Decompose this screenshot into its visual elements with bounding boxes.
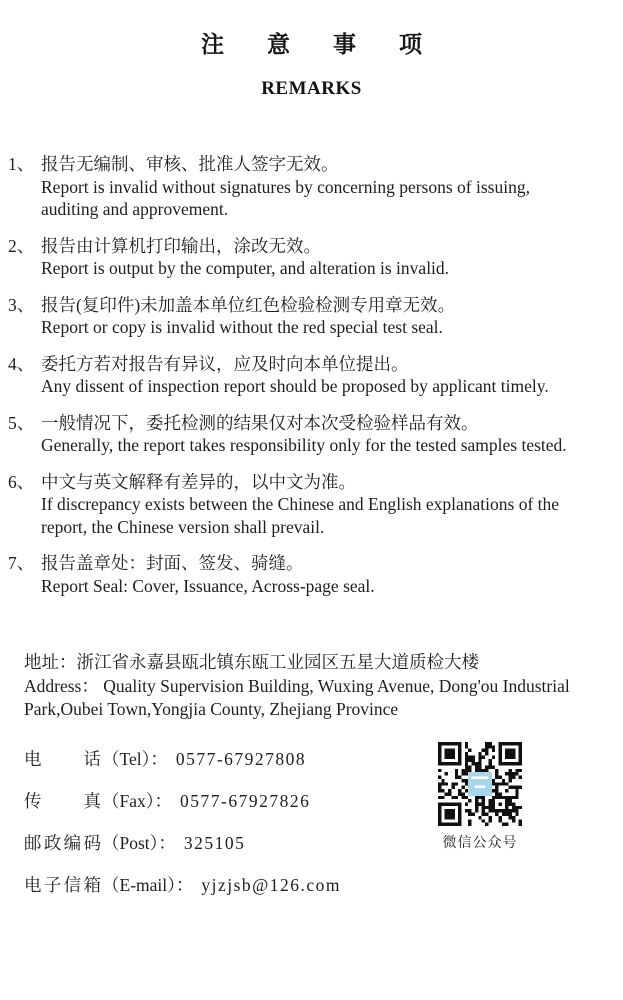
- item-text-chinese: 报告盖章处：封面、签发、骑缝。: [41, 553, 304, 573]
- contact-list: [24, 748, 437, 916]
- remark-item-1: [8, 153, 585, 221]
- contact-label-english: （Tel）：: [102, 748, 168, 769]
- contact-row-email: [24, 874, 437, 896]
- item-content: [41, 353, 585, 398]
- contact-label-chinese: 传真: [24, 790, 101, 811]
- contact-label-chinese: 电话: [24, 748, 101, 769]
- address-chinese: 地址：浙江省永嘉县瓯北镇东瓯工业园区五星大道质检大楼: [24, 652, 479, 672]
- item-number: 5、: [8, 412, 35, 433]
- page-title-chinese: [0, 30, 623, 60]
- item-number: 1、: [8, 154, 35, 174]
- item-text-english: Report is invalid without signatures by concerning persons of issuing, auditing and approvement.: [41, 176, 530, 219]
- contact-row-tel: [24, 748, 437, 770]
- address-block: [24, 651, 591, 722]
- item-content: [41, 235, 585, 280]
- contact-label-chinese: 邮政编码: [24, 832, 101, 853]
- item-number: 2、: [8, 235, 35, 256]
- wechat-qr-code-image: [438, 742, 522, 826]
- item-number: 7、: [8, 553, 35, 573]
- item-number: 4、: [8, 353, 35, 374]
- postal-code: 325105: [183, 832, 246, 853]
- page-title-english: REMARKS: [261, 78, 362, 99]
- email-address: yjzjsb@126.com: [201, 874, 342, 895]
- contact-section: [24, 748, 623, 916]
- remark-item-4: [8, 353, 585, 398]
- item-text-chinese: 一般情况下，委托检测的结果仅对本次受检验样品有效。: [41, 412, 479, 433]
- item-text-english: Report Seal: Cover, Issuance, Across-page seal.: [41, 575, 375, 596]
- qr-caption: 微信公众号: [442, 835, 518, 851]
- contact-label-english: （Fax）：: [102, 790, 172, 811]
- remarks-list: [0, 153, 623, 597]
- item-content: [41, 153, 585, 221]
- item-text-english: If discrepancy exists between the Chinese and English explanations of the report, the Chinese version shall prevail.: [41, 494, 560, 537]
- contact-label-english: （E-mail）：: [102, 874, 194, 895]
- remark-item-6: [8, 471, 585, 539]
- contact-row-post: [24, 832, 437, 854]
- item-number: 6、: [8, 471, 35, 492]
- contact-row-fax: [24, 790, 437, 812]
- phone-number: 0577-67927808: [175, 748, 307, 769]
- item-text-chinese: 报告(复印件)未加盖本单位红色检验检测专用章无效。: [41, 294, 456, 315]
- remark-item-7: [8, 552, 585, 597]
- address-english: Address： Quality Supervision Building, Wuxing Avenue, Dong'ou Industrial Park,Oubei Town,Yongjia County, Zhejiang Province: [24, 675, 570, 719]
- wechat-qr-block: [437, 742, 523, 852]
- item-text-chinese: 委托方若对报告有异议，应及时向本单位提出。: [41, 353, 409, 374]
- page-header: [0, 30, 623, 101]
- contact-label-chinese: 电子信箱: [24, 874, 101, 895]
- item-content: [41, 552, 585, 597]
- item-content: [41, 471, 585, 539]
- remark-item-5: [8, 412, 585, 457]
- item-number: 3、: [8, 294, 35, 315]
- fax-number: 0577-67927826: [180, 790, 311, 811]
- item-text-chinese: 报告无编制、审核、批准人签字无效。: [41, 154, 339, 174]
- remark-item-2: [8, 235, 585, 280]
- item-text-english: Any dissent of inspection report should be proposed by applicant timely.: [41, 376, 549, 396]
- item-text-english: Report or copy is invalid without the red special test seal.: [41, 317, 443, 337]
- item-content: [41, 294, 585, 339]
- item-text-english: Report is output by the computer, and alteration is invalid.: [41, 258, 450, 278]
- item-text-chinese: 中文与英文解释有差异的，以中文为准。: [41, 471, 356, 492]
- item-content: [41, 412, 585, 457]
- item-text-english: Generally, the report takes responsibility only for the tested samples tested.: [41, 435, 567, 455]
- item-text-chinese: 报告由计算机打印输出，涂改无效。: [41, 235, 321, 256]
- contact-label-english: （Post）：: [102, 832, 176, 853]
- page-title-chinese-text: 注意事项: [201, 32, 465, 57]
- remark-item-3: [8, 294, 585, 339]
